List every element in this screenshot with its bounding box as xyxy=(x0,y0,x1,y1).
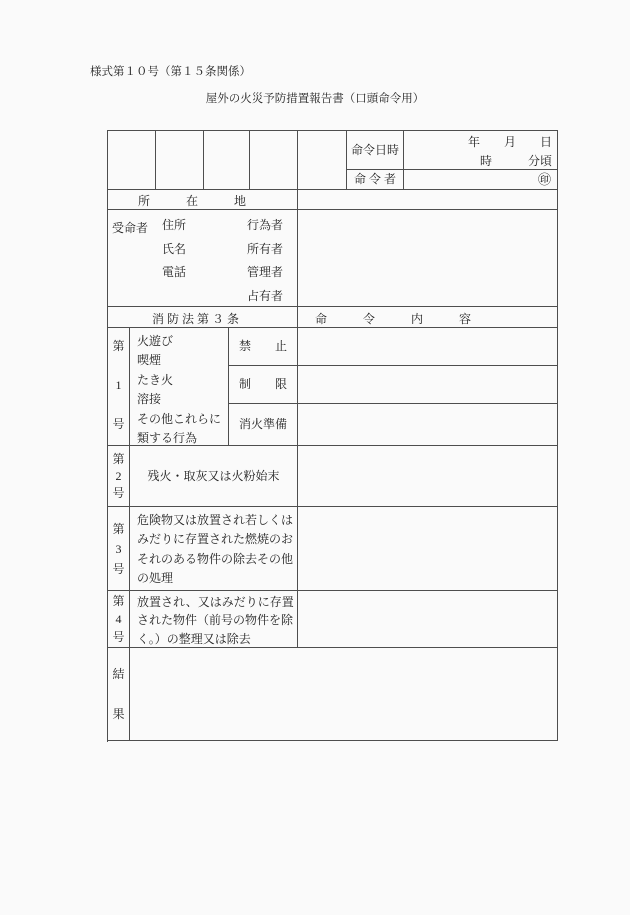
stamp-box-5 xyxy=(298,131,347,190)
form-number: 様式第１０号（第１５条関係） xyxy=(90,66,251,78)
item3-number-label xyxy=(108,507,130,591)
item3-no-char3: 号 xyxy=(112,561,125,576)
order-date-line: 年 月 日 xyxy=(467,135,552,149)
item1-extinguish-content-cell xyxy=(298,404,558,446)
role-actor-label: 行為者 xyxy=(247,218,284,232)
stamp-box-4 xyxy=(250,131,298,190)
seal-mark-icon: ㊞ xyxy=(537,172,551,187)
recipient-info-cell xyxy=(108,210,298,307)
recipient-phone-label: 電話 xyxy=(162,265,187,279)
item4-no-char3: 号 xyxy=(112,630,125,644)
order-time-line: 時 分頃 xyxy=(479,154,552,168)
result-label xyxy=(108,648,130,741)
item2-description: 残火・取灰又は火粉始末 xyxy=(130,446,298,507)
item1-prohibit-content-cell xyxy=(298,328,558,366)
activity-line: 火遊び xyxy=(137,334,174,348)
description-line: みだりに存置された燃焼のお xyxy=(137,532,294,547)
activity-line: 溶接 xyxy=(137,392,162,407)
order-datetime-label: 命令日時 xyxy=(347,131,404,170)
result-char2: 果 xyxy=(112,707,125,721)
item2-no-char2: 2 xyxy=(115,468,122,483)
description-line: された物件（前号の物件を除 xyxy=(137,613,294,628)
recipient-address-label: 住所 xyxy=(162,218,187,232)
activity-line: 類する行為 xyxy=(137,431,198,446)
item4-no-char2: 4 xyxy=(115,612,122,626)
activity-line: たき火 xyxy=(137,372,174,387)
item1-action-restrict-label: 制 限 xyxy=(229,366,298,404)
result-content-cell xyxy=(130,648,558,741)
order-datetime-field xyxy=(404,131,558,170)
description-line: 危険物又は放置され若しくは xyxy=(137,513,294,527)
item1-action-extinguish-label: 消火準備 xyxy=(229,404,298,446)
item1-no-char3: 号 xyxy=(112,417,125,432)
item3-content-cell xyxy=(298,507,558,591)
orderer-label: 命 令 者 xyxy=(347,170,404,190)
item3-no-char2: 3 xyxy=(115,541,122,556)
item3-no-char1: 第 xyxy=(112,521,125,536)
role-manager-label: 管理者 xyxy=(247,265,284,279)
stamp-box-1 xyxy=(108,131,156,190)
stamp-box-2 xyxy=(156,131,204,190)
item2-no-char1: 第 xyxy=(112,451,125,466)
role-occupant-label: 占有者 xyxy=(247,288,284,303)
description-line: く。）の整理又は除去 xyxy=(137,631,251,646)
location-value-cell xyxy=(298,190,558,210)
item1-activities-cell xyxy=(130,328,229,446)
item4-content-cell xyxy=(298,591,558,648)
stamp-box-3 xyxy=(204,131,250,190)
document-title: 屋外の火災予防措置報告書（口頭命令用） xyxy=(205,93,425,105)
item2-number-label xyxy=(108,446,130,507)
item2-no-char3: 号 xyxy=(112,485,125,500)
item4-no-char1: 第 xyxy=(112,594,125,608)
item4-number-label xyxy=(108,591,130,648)
activity-line: 喫煙 xyxy=(137,353,162,368)
item4-description xyxy=(130,591,298,648)
recipient-role-fields xyxy=(247,214,283,307)
description-line: の処理 xyxy=(137,571,174,586)
activity-line: その他これらに xyxy=(137,411,222,426)
recipient-contact-fields xyxy=(162,214,186,285)
item2-content-cell xyxy=(298,446,558,507)
item1-restrict-content-cell xyxy=(298,366,558,404)
recipient-value-cell xyxy=(298,210,558,307)
item1-number-label xyxy=(108,328,130,446)
description-line: 放置され、又はみだりに存置 xyxy=(137,595,294,609)
item1-action-prohibit-label: 禁 止 xyxy=(229,328,298,366)
orderer-field xyxy=(404,170,558,190)
recipient-name-label: 氏名 xyxy=(162,241,187,256)
report-form-table xyxy=(107,130,558,742)
result-char1: 結 xyxy=(112,667,125,681)
description-line: それのある物件の除去その他 xyxy=(137,551,294,566)
item1-no-char2: 1 xyxy=(115,378,122,393)
role-owner-label: 所有者 xyxy=(247,241,284,256)
location-label: 所 在 地 xyxy=(108,190,298,210)
law-article-header: 消 防 法 第 ３ 条 xyxy=(108,307,298,328)
recipient-label: 受命者 xyxy=(112,221,149,235)
item1-no-char1: 第 xyxy=(112,339,125,353)
order-content-header: 命 令 内 容 xyxy=(298,307,558,328)
item3-description xyxy=(130,507,298,591)
